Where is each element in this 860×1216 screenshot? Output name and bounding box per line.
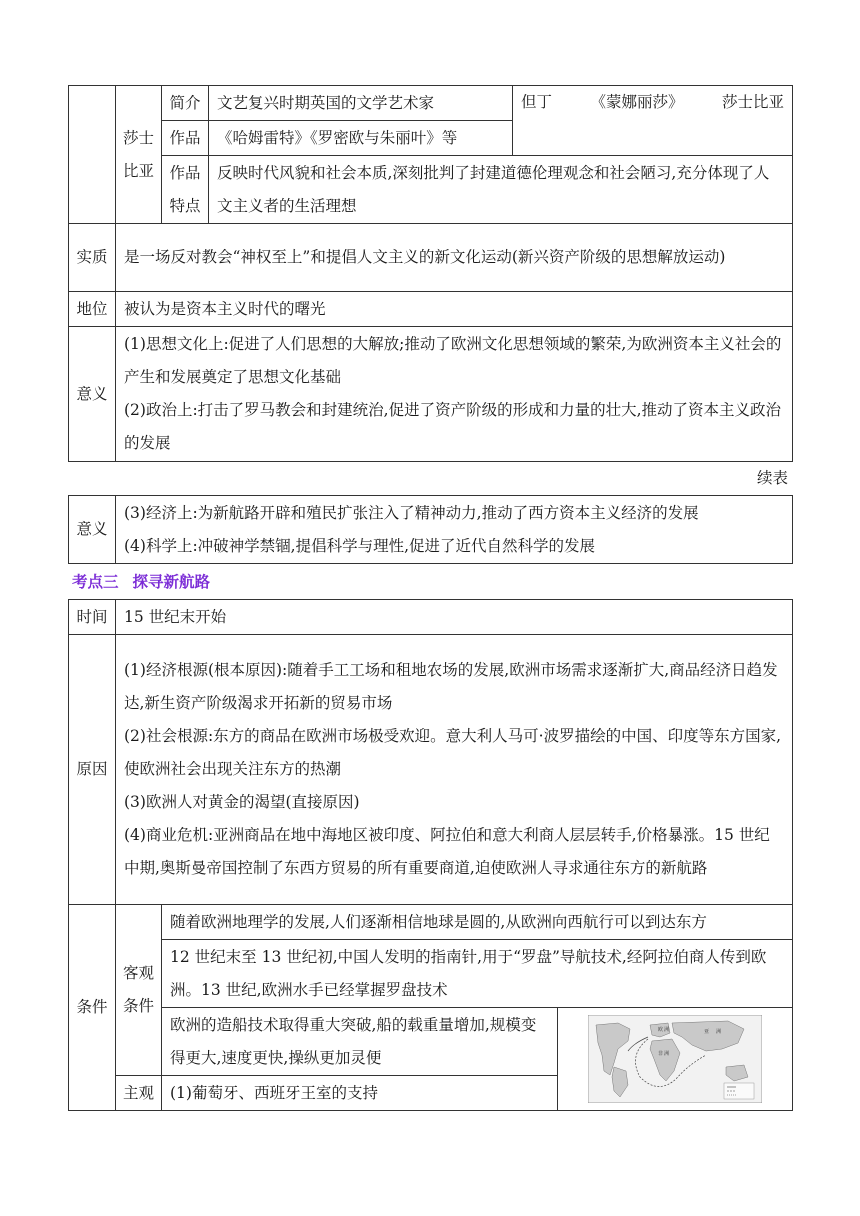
continued-table [68, 495, 793, 564]
world-map-image [588, 1015, 762, 1103]
map-text-zhou-3: 洲 [664, 1051, 670, 1057]
works-text: 《哈姆雷特》《罗密欧与朱丽叶》等 [209, 121, 513, 156]
cause-item-3: (3)欧洲人对黄金的渴望(直接原因) [124, 793, 360, 811]
subjective-label: 主观 [116, 1076, 162, 1111]
map-text-zhou-2: 洲 [716, 1029, 722, 1035]
cause-cell [116, 635, 793, 905]
significance-item-3: (3)经济上:为新航路开辟和殖民扩张注入了精神动力,推动了西方资本主义经济的发展 [124, 503, 699, 522]
status-text: 被认为是资本主义时代的曙光 [116, 292, 793, 327]
blank-left-cell [69, 86, 116, 224]
feature-text: 反映时代风貌和社会本质,深刻批判了封建道德伦理观念和社会陋习,充分体现了人文主义者的生活理想 [209, 156, 793, 224]
author-shakespeare: 莎士比亚 [721, 93, 784, 111]
map-text-ou: 欧 [658, 1027, 664, 1033]
objective-label: 客观条件 [116, 905, 162, 1076]
time-text: 15 世纪末开始 [116, 600, 793, 635]
significance-label: 意义 [69, 327, 116, 462]
significance-item-1: (1)思想文化上:促进了人们思想的大解放;推动了欧洲文化思想领域的繁荣,为欧洲资本主义社会的产生和发展奠定了思想文化基础 [124, 335, 782, 386]
authors-cell [513, 86, 793, 156]
works-label: 作品 [162, 121, 209, 156]
cause-item-1: (1)经济根源(根本原因):随着手工工场和租地农场的发展,欧洲市场需求逐渐扩大,商品经济日趋发达,新生资产阶级渴求开拓新的贸易市场 [124, 661, 778, 712]
significance-cell [116, 496, 793, 564]
section-heading [72, 570, 224, 592]
time-label: 时间 [69, 600, 116, 635]
continued-label: 续表 [756, 469, 788, 487]
objective-item-3: 欧洲的造船技术取得重大突破,船的载重量增加,规模变得更大,速度更快,操纵更加灵便 [162, 1008, 558, 1076]
status-label: 地位 [69, 292, 116, 327]
objective-item-2: 12 世纪末至 13 世纪初,中国人发明的指南针,用于“罗盘”导航技术,经阿拉伯商人传到欧洲。13 世纪,欧洲水手已经掌握罗盘技术 [162, 940, 793, 1008]
significance-item-4: (4)科学上:冲破神学禁锢,提倡科学与理性,促进了近代自然科学的发展 [124, 536, 596, 555]
significance-label: 意义 [69, 496, 116, 564]
intro-text: 文艺复兴时期英国的文学艺术家 [209, 86, 513, 121]
work-mona-lisa: 《蒙娜丽莎》 [590, 93, 684, 111]
section-number: 考点三 [72, 573, 119, 591]
section-title: 探寻新航路 [132, 573, 211, 591]
shakespeare-label: 莎士比亚 [116, 86, 162, 224]
objective-item-1: 随着欧洲地理学的发展,人们逐渐相信地球是圆的,从欧洲向西航行可以到达东方 [162, 905, 793, 940]
cause-label: 原因 [69, 635, 116, 905]
essence-text: 是一场反对教会“神权至上”和提倡人文主义的新文化运动(新兴资产阶级的思想解放运动) [116, 224, 793, 292]
feature-label: 作品特点 [162, 156, 209, 224]
significance-cell [116, 327, 793, 462]
significance-item-2: (2)政治上:打击了罗马教会和封建统治,促进了资产阶级的形成和力量的壮大,推动了资本主义政治的发展 [124, 401, 782, 452]
author-dante: 但丁 [521, 93, 553, 111]
condition-label: 条件 [69, 905, 116, 1111]
cause-item-4: (4)商业危机:亚洲商品在地中海地区被印度、阿拉伯和意大利商人层层转手,价格暴涨。15 世纪中期,奥斯曼帝国控制了东西方贸易的所有重要商道,迫使欧洲人寻求通往东方的新航路 [124, 826, 770, 877]
map-text-fei: 非 [658, 1051, 664, 1057]
subjective-item-1: (1)葡萄牙、西班牙王室的支持 [162, 1076, 558, 1111]
renaissance-table [68, 85, 793, 462]
cause-item-2: (2)社会根源:东方的商品在欧洲市场极受欢迎。意大利人马可·波罗描绘的中国、印度等东方国家,使欧洲社会出现关注东方的热潮 [124, 727, 782, 778]
new-routes-table [68, 599, 793, 1111]
intro-label: 简介 [162, 86, 209, 121]
map-text-ya: 亚 [704, 1029, 710, 1035]
map-text-zhou-1: 洲 [664, 1027, 670, 1033]
map-cell [558, 1008, 793, 1111]
essence-label: 实质 [69, 224, 116, 292]
